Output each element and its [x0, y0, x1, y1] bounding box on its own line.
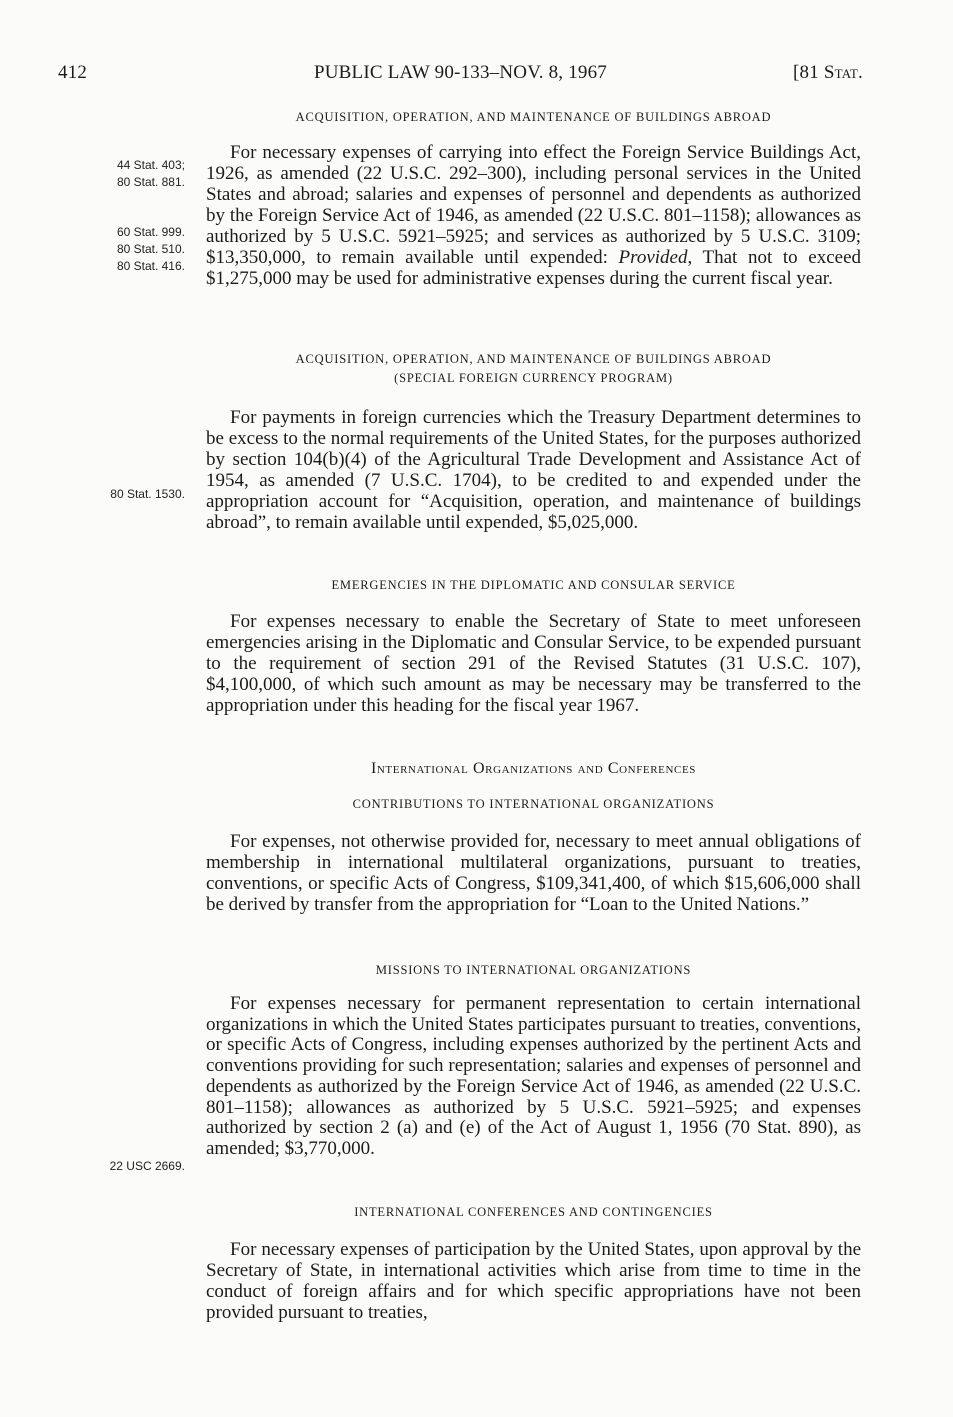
paragraph-text: , That not to exceed $1,275,000 may be used for administrative expenses during the current fiscal year.	[206, 247, 862, 289]
section-heading: EMERGENCIES IN THE DIPLOMATIC AND CONSULAR SERVICE	[331, 578, 736, 592]
section-heading: INTERNATIONAL CONFERENCES AND CONTINGENCIES	[354, 1205, 713, 1219]
paragraph-text: For necessary expenses of carrying into effect the Foreign Service Buildings Act, 1926, as amended (22 U.S.C. 292–300), including personal services in the United States and abroad; salaries and expenses of personnel and dependents as authorized by the Foreign Service Act of 1946, as amended (22 U.S.C. 801–1158); allowances as authorized by 5 U.S.C. 5921–5925; and services as authorized by 5 U.S.C. 3109; $13,350,000, to remain available until expended:	[206, 142, 861, 268]
margin-note	[60, 157, 185, 191]
section-heading: ACQUISITION, OPERATION, AND MAINTENANCE OF BUILDINGS ABROAD	[295, 110, 772, 124]
running-title: PUBLIC LAW 90-133–NOV. 8, 1967	[313, 62, 607, 83]
statute-volume: [81 Stat.	[793, 62, 863, 83]
section-paragraph: For payments in foreign currencies which the Treasury Department determines to be excess to the normal requirements of the United States, for the purposes authorized by section 104(b)(4) of the Agricultural Trade Development and Assistance Act of 1954, as amended (7 U.S.C. 1704), to be credited to and expended under the appropriation account for “Acquisition, operation, and maintenance of buildings abroad”, to remain available until expended, $5,025,000.	[206, 407, 861, 533]
section-subheading: (SPECIAL FOREIGN CURRENCY PROGRAM)	[394, 371, 673, 385]
margin-note-line: 80 Stat. 881.	[116, 175, 185, 189]
margin-note-line: 60 Stat. 999.	[116, 225, 185, 239]
margin-note: 80 Stat. 1530.	[110, 487, 185, 501]
section-paragraph: For expenses, not otherwise provided for, necessary to meet annual obligations of membership in international multilateral organizations, pursuant to treaties, conventions, or specific Acts of Congress, $109,341,400, of which $15,606,000 shall be derived by transfer from the appropriation for “Loan to the United Nations.”	[206, 831, 861, 915]
section-paragraph	[206, 142, 861, 289]
section-heading: CONTRIBUTIONS TO INTERNATIONAL ORGANIZATIONS	[352, 797, 715, 811]
section-paragraph: For expenses necessary for permanent representation to certain international organizations in which the United States participates pursuant to treaties, conventions, or specific Acts of Congress, including expenses authorized by the pertinent Acts and conventions providing for such representation; salaries and expenses of personnel and dependents as authorized by the Foreign Service Act of 1946, as amended (22 U.S.C. 801–1158); allowances as authorized by 5 U.S.C. 5921–5925; and expenses authorized by section 2 (a) and (e) of the Act of August 1, 1956 (70 Stat. 890), as amended; $3,770,000.	[206, 993, 861, 1159]
provided-italic: Provided	[618, 247, 688, 268]
major-heading: International Organizations and Conferences	[370, 760, 697, 777]
section-paragraph: For expenses necessary to enable the Secretary of State to meet unforeseen emergencies arising in the Diplomatic and Consular Service, to be expended pursuant to the requirement of section 291 of the Revised Statutes (31 U.S.C. 107), $4,100,000, of which such amount as may be necessary may be transferred to the appropriation under this heading for the fiscal year 1967.	[206, 611, 861, 716]
section-heading: ACQUISITION, OPERATION, AND MAINTENANCE OF BUILDINGS ABROAD	[295, 352, 772, 366]
section-paragraph: For necessary expenses of participation by the United States, upon approval by the Secretary of State, in international activities which arise from time to time in the conduct of foreign affairs and for which specific appropriations have not been provided pursuant to treaties,	[206, 1239, 861, 1323]
margin-note: 22 USC 2669.	[109, 1159, 185, 1173]
section-heading: MISSIONS TO INTERNATIONAL ORGANIZATIONS	[375, 963, 692, 977]
page-number: 412	[58, 62, 88, 83]
margin-note	[60, 224, 185, 275]
margin-note-line: 44 Stat. 403;	[116, 158, 185, 172]
margin-note-line: 80 Stat. 416.	[116, 259, 185, 273]
margin-note-line: 80 Stat. 510.	[116, 242, 185, 256]
